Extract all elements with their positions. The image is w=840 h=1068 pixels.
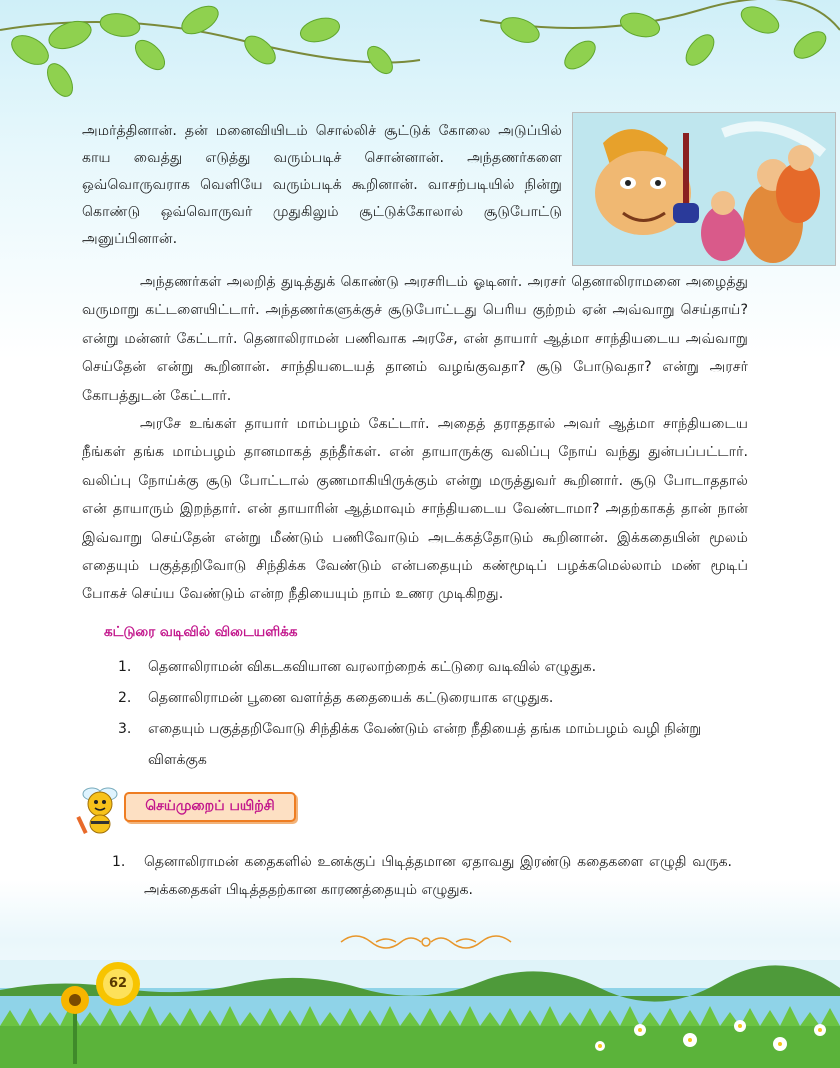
questions-list [118,652,758,776]
question-text: தெனாலிராமன் விகடகவியான வரலாற்றைக் கட்டுரை வடிவில் எழுதுக. [148,659,597,675]
question-number: 1. [118,659,132,675]
activity-item [112,848,732,904]
story-paragraph: அமர்த்தினான். தன் மனைவியிடம் சொல்லிச் சூட்டுக் கோலை அடுப்பில் காய வைத்து எடுத்து வரும்படிச் சொன்னான். அந்தணர்களை ஒவ்வொருவராக வெளியே வரும்படிக் கூறினான். வாசற்படியில் நின்று கொண்டு ஒவ்வொருவர் முதுகிலும் சூட்டுக்கோலால் சூடுபோட்டு அனுப்பினான். [82,123,562,247]
paragraph-1-text: அந்தணர்கள் அலறித் துடித்துக் கொண்டு அரசரிடம் ஓடினர். அரசர் தெனாலிராமனை அழைத்து வருமாறு கட்டளையிட்டார். அந்தணர்களுக்குச் சூடுபோட்டது பெரிய குற்றம் ஏன் அவ்வாறு செய்தாய்? என்று மன்னர் கேட்டார். தெனாலிராமன் பணிவாக அரசே, என் தாயார் ஆத்மா சாந்தியடைய அவ்வாறு செய்தேன் என்று கூறினான். சாந்தியடையத் தானம் வழங்குவதா? சூடு போடுவதா? என்று அரசர் கோபத்துடன் கேட்டார். [82,274,748,404]
paragraph-2 [82,410,748,609]
question-text: தெனாலிராமன் பூனை வளர்த்த கதையைக் கட்டுரையாக எழுதுக. [148,690,554,706]
questions-heading: கட்டுரை வடிவில் விடையளிக்க [104,624,298,640]
story-continuation [82,118,562,253]
paragraph-2-text: அரசே உங்கள் தாயார் மாம்பழம் கேட்டார். அதைத் தராததால் அவர் ஆத்மா சாந்தியடைய நீங்கள் தங்க மாம்பழம் தானமாகத் தந்தீர்கள். என் தாயாருக்கு வலிப்பு நோய் வந்து துன்பப்பட்டார். வலிப்பு நோய்க்கு சூடு போட்டால் குணமாகியிருக்கும் என்று மருத்துவர் கூறினார். சூடு போடாததால் என் தாயாரும் இறந்தார். என் தாயாரின் ஆத்மாவும் சாந்தியடைய வேண்டாமா? அதற்காகத் தான் நான் இவ்வாறு செய்தேன் என்று மீண்டும் பணிவோடும் அடக்கத்தோடும் கூறினான். இக்கதையின் மூலம் எதையும் பகுத்தறிவோடு சிந்திக்க வேண்டும் என்பதையும் கண்மூடிப் பழக்கமெல்லாம் மண் மூடிப் போகச் செய்ய வேண்டும் என்ற நீதியையும் நாம் உணர முடிகிறது. [82,416,748,603]
question-number: 3. [118,721,132,737]
question-item [118,652,758,683]
page-number: 62 [108,975,128,991]
leaf-branch-decoration [0,0,840,110]
activity-heading: செய்முறைப் பயிற்சி [145,798,275,814]
question-item [118,714,758,776]
question-text: எதையும் பகுத்தறிவோடு சிந்திக்க வேண்டும் என்ற நீதியைத் தங்க மாம்பழம் வழி நின்று விளக்குக [148,721,702,768]
question-item [118,683,758,714]
activity-number: 1. [112,854,126,870]
activity-heading-badge [124,792,296,822]
tenali-raman-illustration [572,112,836,266]
decorative-ornament-icon [336,930,516,954]
question-number: 2. [118,690,132,706]
activity-text: தெனாலிராமன் கதைகளில் உனக்குப் பிடித்தமான ஏதாவது இரண்டு கதைகளை எழுதி வருக. அக்கதைகள் பிடித்ததற்கான காரணத்தையும் எழுதுக. [144,854,732,898]
bee-mascot-icon [72,780,128,836]
paragraph-1 [82,268,748,410]
